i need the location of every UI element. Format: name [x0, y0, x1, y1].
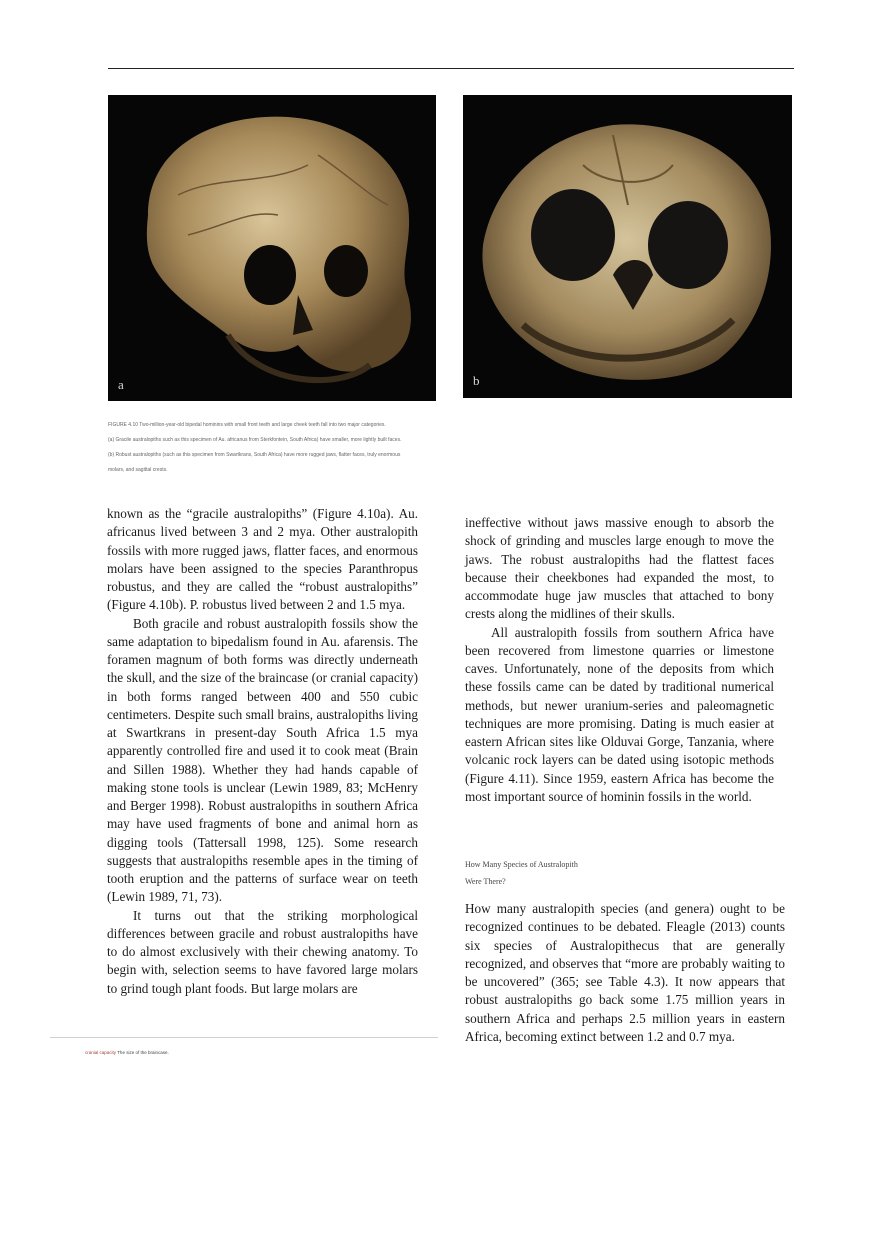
caption-line: (b) Robust australopiths (such as this specimen from Swartkrans, South Africa) have more rugged jaws, flatter faces, truly enormous — [108, 452, 401, 458]
section-heading — [465, 856, 765, 890]
top-rule — [108, 68, 794, 69]
body-paragraph: It turns out that the striking morphological differences between gracile and robust australopiths have to do almost exclusively with their chewing anatomy. To begin with, selection seems to have favored large molars to grind tough plant foods. But large molars are — [107, 907, 418, 996]
gracile-skull-image — [108, 95, 436, 401]
section-heading-line: How Many Species of Australopith — [465, 860, 578, 869]
robust-skull-image — [463, 95, 792, 398]
body-paragraph: known as the “gracile australopiths” (Figure 4.10a). Au. africanus lived between 3 and 2 mya. Other australopith fossils with more rugged jaws, flatter faces, and enormous molars have been assigned to the species Paranthropus robustus, and they are called the “robust australopiths” (Figure 4.10b). P. robustus lived between 2 and 1.5 mya. — [107, 506, 418, 613]
body-paragraph: ineffective without jaws massive enough to absorb the shock of grinding and muscles large enough to move the jaws. The robust australopiths had the flattest faces because their cheekbones had expanded the most, to accommodate huge jaw muscles that attached to bony crests along the midlines of their skulls. — [465, 515, 774, 622]
panel-letter-a: a — [118, 377, 124, 392]
section-body — [465, 900, 785, 1046]
glossary-entry — [85, 1050, 169, 1055]
body-paragraph: All australopith fossils from southern Africa have been recovered from limestone quarries or limestone caves. Unfortunately, none of the deposits from which these fossils came can be dated by traditional numerical methods, but newer uranium-series and paleomagnetic techniques are more promising. Dating is much easier at eastern African sites like Olduvai Gorge, Tanzania, where volcanic rock layers can be dated using isotopic methods (Figure 4.11). Since 1959, eastern Africa has become the most important source of hominin fossils in the world. — [465, 624, 774, 804]
glossary-term: cranial capacity — [85, 1050, 117, 1055]
figure-caption — [108, 418, 438, 478]
figure-photo-b — [463, 95, 792, 398]
section-heading-line: Were There? — [465, 877, 506, 886]
left-column — [107, 505, 418, 998]
figure-photo-a — [108, 95, 436, 401]
glossary-definition: The size of the braincase. — [117, 1050, 169, 1055]
caption-line: (a) Gracile australopiths such as this specimen of Au. africanus from Sterkfontein, South Africa) have smaller, more lightly built faces. — [108, 437, 402, 443]
glossary-rule — [50, 1037, 438, 1038]
body-paragraph: How many australopith species (and genera) ought to be recognized continues to be debated. Fleagle (2013) counts six species of Australopithecus that are generally recognized, and observes that “more are probably waiting to be uncovered” (365; see Table 4.3). It now appears that robust australopiths go back some 1.75 million years in southern Africa and perhaps 2.5 million years in eastern Africa, becoming extinct between 1.2 and 0.7 mya. — [465, 901, 785, 1044]
caption-line: FIGURE 4.10 Two-million-year-old bipedal hominins with small front teeth and large cheek teeth fall into two major categories. — [108, 422, 386, 428]
caption-line: molars, and sagittal crests. — [108, 467, 168, 473]
panel-letter-b: b — [473, 373, 480, 388]
body-paragraph: Both gracile and robust australopith fossils show the same adaptation to bipedalism found in Au. afarensis. The foramen magnum of both forms was directly underneath the skull, and the size of the braincase (or cranial capacity) in both forms ranged between 400 and 550 cubic centimeters. Despite such small brains, australopiths living at Swartkrans in present-day South Africa 1.5 mya apparently controlled fire and used it to cook meat (Brain and Sillen 1988). Whether they had hands capable of making stone tools is unclear (Lewin 1989, 83; McHenry and Berger 1998). Robust australopiths in southern Africa may have used fragments of bone and animal horn as digging tools (Tattersall 1998, 125). Some research suggests that australopiths resemble apes in the timing of tooth eruption and the patterns of surface wear on teeth (Lewin 1989, 71, 73). — [107, 615, 418, 905]
right-column — [465, 514, 774, 806]
